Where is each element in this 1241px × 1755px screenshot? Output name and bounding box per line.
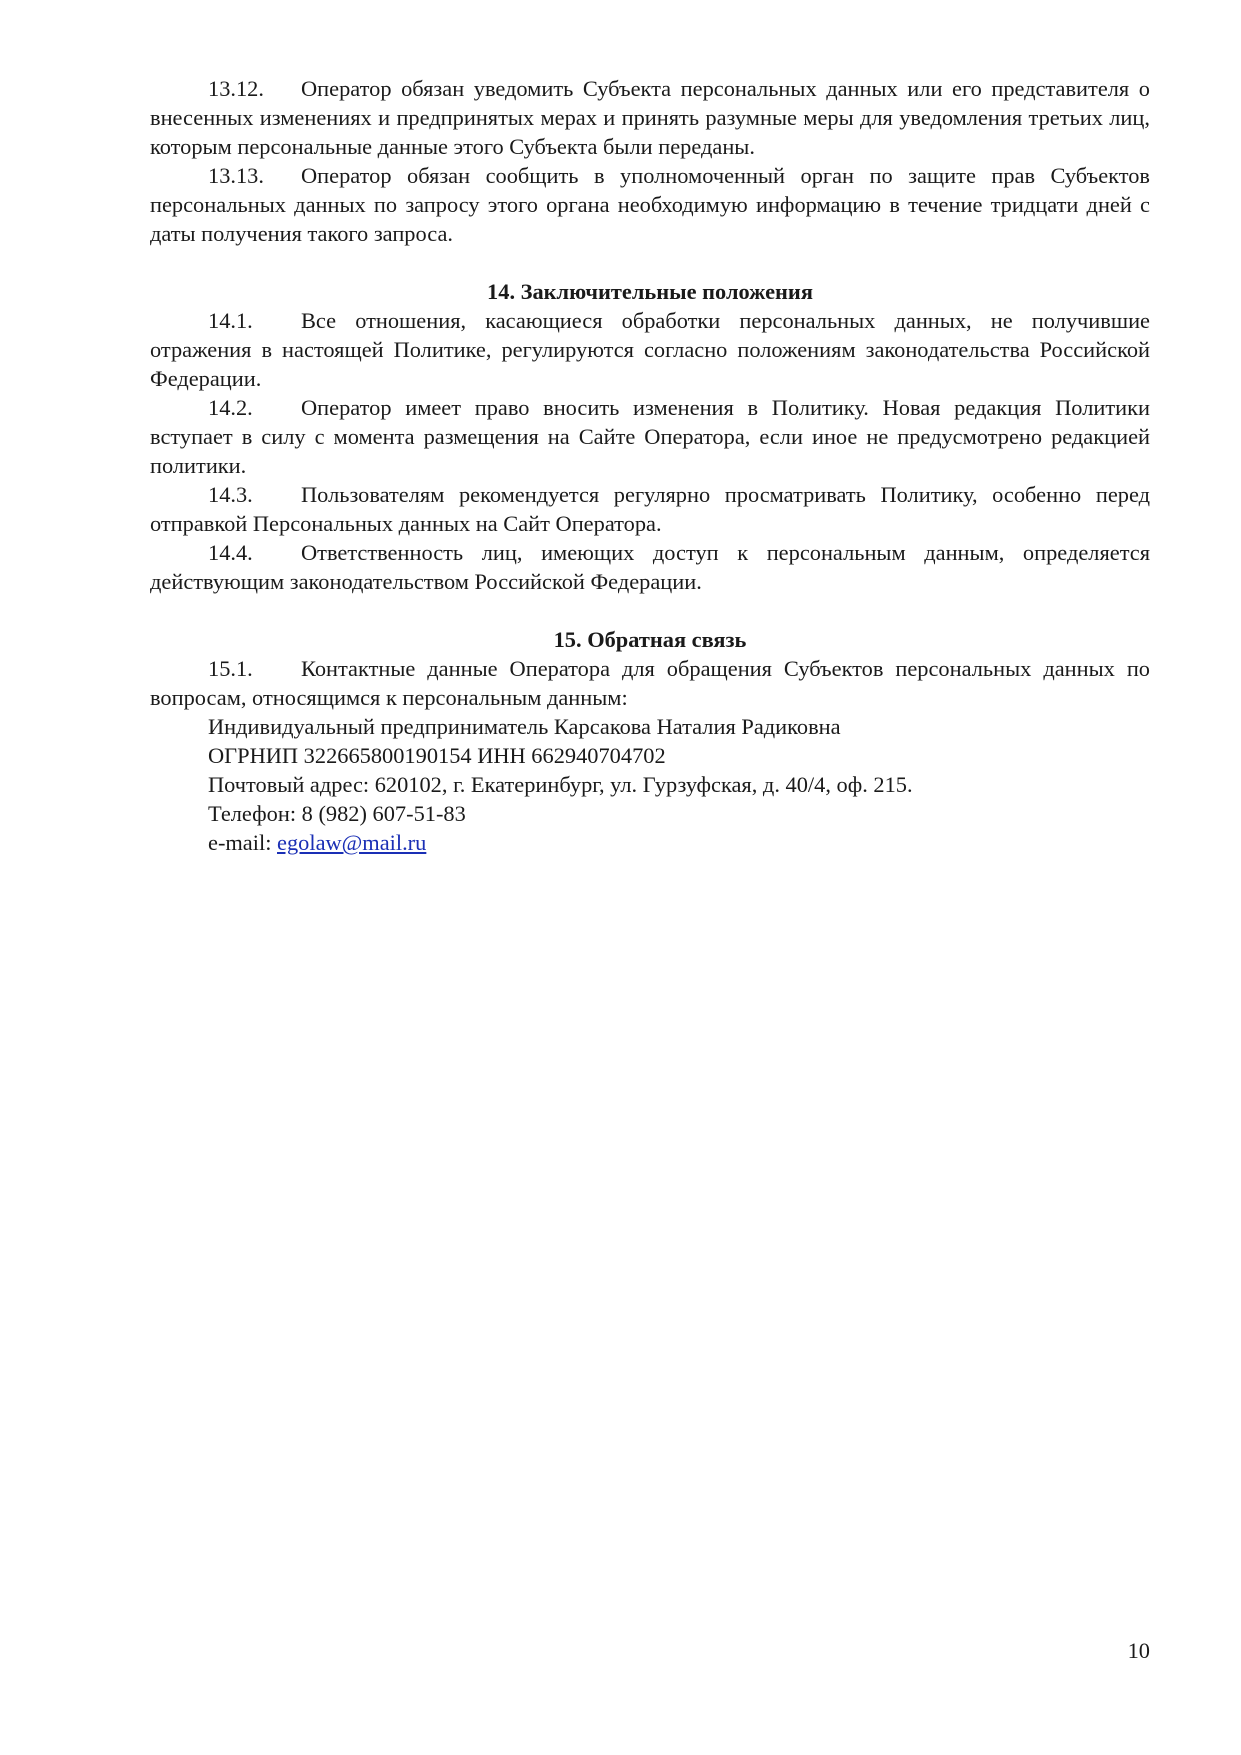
clause-text: Оператор имеет право вносить изменения в Политику. Новая редакция Политики вступает в силу с момента размещения на Сайте Оператора, если иное не предусмотрено редакцией политики. [150,395,1150,478]
clause-number: 14.2. [208,395,253,420]
clause-number: 14.3. [208,482,253,507]
document-page [150,74,1150,857]
clause-14-2 [150,393,1150,480]
page-number: 10 [1127,1638,1150,1663]
contact-registration: ОГРНИП 322665800190154 ИНН 662940704702 [208,743,666,768]
contact-phone: Телефон: 8 (982) 607-51-83 [208,801,466,826]
clause-text: Оператор обязан уведомить Субъекта персональных данных или его представителя о внесенных изменениях и предпринятых мерах и принять разумные меры для уведомления третьих лиц, которым персональные данные этого Субъекта были переданы. [150,76,1150,159]
email-link[interactable]: egolaw@mail.ru [277,830,427,855]
clause-14-1 [150,306,1150,393]
contact-address: Почтовый адрес: 620102, г. Екатеринбург, ул. Гурзуфская, д. 40/4, оф. 215. [208,772,913,797]
clause-15-1 [150,654,1150,712]
clause-14-4 [150,538,1150,596]
contact-name: Индивидуальный предприниматель Карсакова Наталия Радиковна [208,714,841,739]
clause-text: Все отношения, касающиеся обработки персональных данных, не получившие отражения в настоящей Политике, регулируются согласно положениям законодательства Российской Федерации. [150,308,1150,391]
clause-text: Ответственность лиц, имеющих доступ к персональным данным, определяется действующим законодательством Российской Федерации. [150,540,1150,594]
email-label: e-mail: [208,830,278,855]
clause-13-12 [150,74,1150,161]
clause-number: 14.4. [208,540,253,565]
clause-number: 14.1. [208,308,253,333]
clause-number: 15.1. [208,656,253,681]
clause-13-13 [150,161,1150,248]
clause-text: Контактные данные Оператора для обращения Субъектов персональных данных по вопросам, относящимся к персональным данным: [150,656,1150,710]
clause-number: 13.13. [208,163,264,188]
contact-email-line [150,828,1150,857]
clause-number: 13.12. [208,76,264,101]
clause-text: Пользователям рекомендуется регулярно просматривать Политику, особенно перед отправкой Персональных данных на Сайт Оператора. [150,482,1150,536]
section-15-heading: 15. Обратная связь [553,627,747,652]
section-14-heading: 14. Заключительные положения [487,279,813,304]
clause-14-3 [150,480,1150,538]
clause-text: Оператор обязан сообщить в уполномоченный орган по защите прав Субъектов персональных данных по запросу этого органа необходимую информацию в течение тридцати дней с даты получения такого запроса. [150,163,1150,246]
